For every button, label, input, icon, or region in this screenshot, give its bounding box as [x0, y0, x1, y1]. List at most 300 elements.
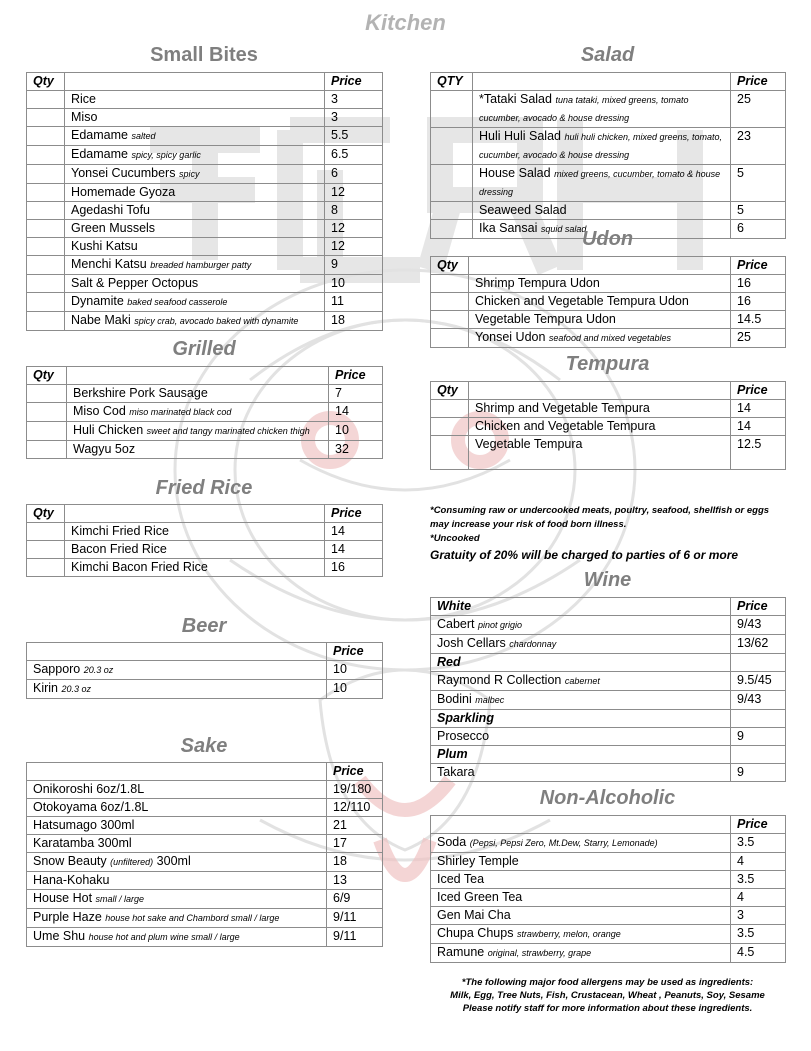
item-header [469, 257, 731, 275]
item-header [431, 816, 731, 834]
table-header-row [27, 643, 383, 661]
menu-row [431, 834, 786, 853]
item-cell [27, 909, 327, 928]
price-cell: 9.5/45 [731, 672, 786, 691]
qty-cell [431, 128, 473, 165]
price-cell: 8 [325, 202, 383, 220]
item-cell [431, 871, 731, 889]
item-description: chardonnay [509, 639, 557, 649]
menu-row [431, 871, 786, 889]
item-name: Karatamba 300ml [33, 836, 132, 850]
price-cell: 4.5 [731, 944, 786, 963]
qty-cell [27, 91, 65, 109]
price-cell: 12 [325, 238, 383, 256]
item-cell [65, 523, 325, 541]
item-cell [431, 672, 731, 691]
price-cell: 16 [731, 275, 786, 293]
price-cell: 5 [731, 202, 786, 220]
item-description: mixed greens, cucumber, tomato & house dressing [479, 169, 721, 197]
wine-title: Wine [583, 569, 632, 591]
item-name: Otokoyama 6oz/1.8L [33, 800, 149, 814]
price-cell: 14 [731, 418, 786, 436]
price-cell: 16 [325, 559, 383, 577]
qty-cell [431, 91, 473, 128]
item-description: 20.3 oz [61, 684, 92, 694]
price-header: Price [327, 763, 383, 781]
price-cell-empty [731, 710, 786, 728]
price-cell: 25 [731, 91, 786, 128]
menu-row [27, 872, 383, 890]
item-description: original, strawberry, grape [487, 948, 592, 958]
price-cell: 18 [325, 312, 383, 331]
item-cell [431, 944, 731, 963]
item-cell [65, 312, 325, 331]
price-cell: 17 [327, 835, 383, 853]
price-header: Price [731, 598, 786, 616]
item-cell [469, 436, 731, 470]
menu-row [27, 890, 383, 909]
price-cell: 16 [731, 293, 786, 311]
item-name: Edamame [71, 147, 128, 161]
qty-cell [431, 293, 469, 311]
qty-cell [27, 422, 67, 441]
menu-row [27, 909, 383, 928]
price-cell: 11 [325, 293, 383, 312]
item-cell [431, 616, 731, 635]
item-name: Prosecco [437, 729, 490, 743]
item-header [65, 73, 325, 91]
menu-row [431, 293, 786, 311]
item-cell [65, 256, 325, 275]
item-cell [65, 559, 325, 577]
menu-row [27, 680, 383, 699]
menu-row [431, 853, 786, 871]
udon-title: Udon [581, 228, 634, 250]
menu-row [431, 436, 786, 470]
item-cell [65, 146, 325, 165]
wine-white-header-row [431, 598, 786, 616]
item-name: Shirley Temple [437, 854, 519, 868]
item-name: Edamame [71, 128, 128, 142]
menu-row [27, 661, 383, 680]
qty-cell [431, 329, 469, 348]
item-cell [27, 890, 327, 909]
item-name: Raymond R Collection [437, 673, 562, 687]
menu-row [27, 541, 383, 559]
item-cell [469, 275, 731, 293]
item-cell [27, 835, 327, 853]
item-cell [65, 127, 325, 146]
qty-cell [27, 385, 67, 403]
item-name: House Hot [33, 891, 93, 905]
menu-row [431, 275, 786, 293]
item-name: Yonsei Cucumbers [71, 166, 176, 180]
menu-row [27, 422, 383, 441]
price-cell: 10 [327, 680, 383, 699]
item-name: Shrimp and Vegetable Tempura [475, 401, 650, 415]
price-cell-empty [731, 746, 786, 764]
item-cell [65, 293, 325, 312]
grilled-table [26, 366, 383, 459]
item-name: Kimchi Fried Rice [71, 524, 169, 538]
item-description: sweet and tangy marinated chicken thigh [146, 426, 310, 436]
item-name: Soda [437, 835, 467, 849]
item-cell [27, 872, 327, 890]
item-cell [431, 635, 731, 654]
item-cell [431, 764, 731, 782]
price-cell: 3 [325, 109, 383, 127]
salad-table [430, 72, 786, 239]
item-cell [431, 889, 731, 907]
item-cell [67, 385, 329, 403]
item-description: cabernet [564, 676, 600, 686]
price-cell: 4 [731, 889, 786, 907]
menu-row [27, 835, 383, 853]
item-name: Ramune [437, 945, 485, 959]
menu-row [27, 165, 383, 184]
price-header: Price [325, 73, 383, 91]
item-name: Sapporo [33, 662, 81, 676]
item-name: Huli Chicken [73, 423, 144, 437]
table-header-row [431, 257, 786, 275]
item-name: Agedashi Tofu [71, 203, 150, 217]
qty-cell [27, 146, 65, 165]
menu-row [431, 691, 786, 710]
price-cell: 9 [325, 256, 383, 275]
menu-row [431, 202, 786, 220]
qty-cell [431, 311, 469, 329]
price-cell: 6 [731, 220, 786, 239]
price-cell: 4 [731, 853, 786, 871]
wine-group-row [431, 654, 786, 672]
price-cell: 13/62 [731, 635, 786, 654]
qty-cell [431, 165, 473, 202]
item-name: Wagyu 5oz [73, 442, 136, 456]
item-description: strawberry, melon, orange [516, 929, 621, 939]
item-description: breaded hamburger patty [150, 260, 252, 270]
item-name: Takara [437, 765, 475, 779]
qty-header: Qty [27, 367, 67, 385]
price-cell: 7 [329, 385, 383, 403]
wine-table [430, 597, 786, 782]
menu-row [27, 220, 383, 238]
menu-row [431, 635, 786, 654]
wine-white-label: White [431, 598, 731, 616]
menu-row [431, 672, 786, 691]
item-header [27, 763, 327, 781]
menu-row [431, 418, 786, 436]
item-name: Dynamite [71, 294, 124, 308]
item-cell [67, 403, 329, 422]
price-cell: 12/110 [327, 799, 383, 817]
item-description: malbec [475, 695, 505, 705]
sake-title: Sake [180, 735, 228, 757]
item-name: Vegetable Tempura Udon [475, 312, 616, 326]
price-cell: 14 [325, 541, 383, 559]
qty-cell [27, 523, 65, 541]
price-cell: 5.5 [325, 127, 383, 146]
price-cell: 3.5 [731, 925, 786, 944]
udon-table [430, 256, 786, 348]
item-description: baked seafood casserole [127, 297, 228, 307]
kitchen-title: Kitchen [365, 10, 446, 35]
item-description: squid salad [540, 224, 587, 234]
qty-cell [27, 559, 65, 577]
item-name: Green Mussels [71, 221, 156, 235]
item-description: (Pepsi, Pepsi Zero, Mt.Dew, Starry, Lemonade) [469, 838, 658, 848]
beer-title: Beer [181, 615, 227, 637]
item-name: Bacon Fried Rice [71, 542, 167, 556]
menu-row [431, 91, 786, 128]
item-name: Vegetable Tempura [475, 437, 583, 451]
qty-cell [27, 165, 65, 184]
menu-row [27, 127, 383, 146]
item-cell [431, 728, 731, 746]
price-cell: 9 [731, 764, 786, 782]
item-name: Kirin [33, 681, 59, 695]
menu-row [27, 559, 383, 577]
price-cell: 3 [731, 907, 786, 925]
wine-plum-label: Plum [431, 746, 731, 764]
item-cell [65, 238, 325, 256]
item-cell [27, 928, 327, 947]
price-header: Price [325, 505, 383, 523]
item-name: Iced Tea [437, 872, 485, 886]
item-cell [473, 202, 731, 220]
qty-header: Qty [27, 73, 65, 91]
item-name: Kushi Katsu [71, 239, 138, 253]
item-description: (unfiltered) [110, 857, 154, 867]
price-cell: 9/11 [327, 928, 383, 947]
item-name: Bodini [437, 692, 472, 706]
menu-row [431, 311, 786, 329]
table-header-row [431, 816, 786, 834]
price-cell: 3.5 [731, 871, 786, 889]
qty-cell [27, 403, 67, 422]
item-cell [65, 91, 325, 109]
item-cell [65, 202, 325, 220]
item-cell [65, 184, 325, 202]
qty-cell [27, 256, 65, 275]
item-description: pinot grigio [478, 620, 523, 630]
item-header [65, 505, 325, 523]
sake-table [26, 762, 383, 947]
item-name: Homemade Gyoza [71, 185, 176, 199]
item-name: Cabert [437, 617, 475, 631]
qty-cell [431, 400, 469, 418]
item-name: Chupa Chups [437, 926, 514, 940]
item-cell [473, 165, 731, 202]
uncooked-note: *Uncooked [430, 533, 480, 544]
qty-cell [27, 312, 65, 331]
price-cell: 23 [731, 128, 786, 165]
item-description: spicy [178, 169, 200, 179]
qty-cell [27, 275, 65, 293]
tempura-title: Tempura [565, 353, 650, 375]
item-cell [469, 293, 731, 311]
price-cell: 32 [329, 441, 383, 459]
price-cell: 12.5 [731, 436, 786, 470]
item-cell [27, 817, 327, 835]
item-cell [431, 834, 731, 853]
menu-row [27, 799, 383, 817]
small-bites-table [26, 72, 383, 331]
menu-row [27, 817, 383, 835]
item-name: Menchi Katsu [71, 257, 147, 271]
item-header [27, 643, 327, 661]
menu-row [431, 728, 786, 746]
item-name: House Salad [479, 166, 551, 180]
menu-row [27, 781, 383, 799]
item-cell [27, 781, 327, 799]
item-cell [473, 128, 731, 165]
qty-cell [431, 202, 473, 220]
qty-cell [27, 220, 65, 238]
consumer-warning: *Consuming raw or undercooked meats, poultry, seafood, shellfish or eggs may increase your risk of food born illness. [430, 505, 770, 530]
price-cell: 18 [327, 853, 383, 872]
price-cell: 21 [327, 817, 383, 835]
item-name: Hana-Kohaku [33, 873, 110, 887]
price-cell: 9/43 [731, 691, 786, 710]
beer-table [26, 642, 383, 699]
item-description: house hot and plum wine small / large [88, 932, 240, 942]
item-name: Iced Green Tea [437, 890, 523, 904]
non-alcoholic-table [430, 815, 786, 963]
item-name: Snow Beauty [33, 854, 107, 868]
menu-row [27, 312, 383, 331]
item-cell [27, 680, 327, 699]
item-name: Josh Cellars [437, 636, 506, 650]
item-description: spicy crab, avocado baked with dynamite [134, 316, 299, 326]
allergen-line-3: Please notify staff for more information about these ingredients. [462, 1003, 753, 1014]
item-name: Shrimp Tempura Udon [475, 276, 600, 290]
price-cell: 6 [325, 165, 383, 184]
table-header-row [27, 367, 383, 385]
price-header: Price [731, 257, 786, 275]
qty-cell [27, 109, 65, 127]
qty-cell [27, 541, 65, 559]
price-cell: 6/9 [327, 890, 383, 909]
qty-cell [431, 275, 469, 293]
item-cell [27, 799, 327, 817]
item-cell [65, 541, 325, 559]
menu-row [431, 128, 786, 165]
item-cell [431, 907, 731, 925]
item-name: Gen Mai Cha [437, 908, 511, 922]
menu-row [27, 202, 383, 220]
fried-rice-table [26, 504, 383, 577]
item-cell [431, 853, 731, 871]
menu-row [27, 403, 383, 422]
qty-cell [431, 436, 469, 470]
menu-row [27, 256, 383, 275]
item-name: Chicken and Vegetable Tempura Udon [475, 294, 689, 308]
item-cell [65, 275, 325, 293]
price-cell: 10 [325, 275, 383, 293]
item-name: Miso Cod [73, 404, 126, 418]
item-name: Berkshire Pork Sausage [73, 386, 208, 400]
item-cell [65, 165, 325, 184]
qty-header: Qty [431, 257, 469, 275]
item-cell [469, 400, 731, 418]
item-name: Rice [71, 92, 97, 106]
item-cell [67, 422, 329, 441]
table-header-row [27, 73, 383, 91]
price-cell-empty [731, 654, 786, 672]
item-cell [469, 311, 731, 329]
item-description: miso marinated black cod [129, 407, 232, 417]
price-cell: 9/43 [731, 616, 786, 635]
menu-row [431, 907, 786, 925]
item-name: *Tataki Salad [479, 92, 552, 106]
item-name: Hatsumago 300ml [33, 818, 135, 832]
tempura-table [430, 381, 786, 470]
price-header: Price [329, 367, 383, 385]
menu-row [27, 853, 383, 872]
table-header-row [27, 505, 383, 523]
item-name: Huli Huli Salad [479, 129, 561, 143]
menu-row [27, 275, 383, 293]
item-cell [431, 925, 731, 944]
menu-row [27, 238, 383, 256]
price-cell: 14 [731, 400, 786, 418]
item-name: Yonsei Udon [475, 330, 546, 344]
price-cell: 14.5 [731, 311, 786, 329]
price-cell: 14 [329, 403, 383, 422]
menu-row [431, 616, 786, 635]
menu-row [27, 91, 383, 109]
item-header [473, 73, 731, 91]
non-alcoholic-title: Non-Alcoholic [539, 787, 676, 809]
item-name: Purple Haze [33, 910, 102, 924]
price-cell: 19/180 [327, 781, 383, 799]
item-cell [469, 329, 731, 348]
item-name: Kimchi Bacon Fried Rice [71, 560, 208, 574]
item-header [67, 367, 329, 385]
qty-header: Qty [431, 382, 469, 400]
qty-cell [27, 127, 65, 146]
item-cell [65, 220, 325, 238]
gratuity-note: Gratuity of 20% will be charged to parties of 6 or more [430, 548, 739, 562]
item-name: Miso [71, 110, 98, 124]
small-bites-title: Small Bites [150, 44, 258, 66]
table-header-row [431, 73, 786, 91]
item-name: Salt & Pepper Octopus [71, 276, 199, 290]
price-cell: 3 [325, 91, 383, 109]
price-cell: 9/11 [327, 909, 383, 928]
menu-row [431, 165, 786, 202]
item-name: Ika Sansai [479, 221, 538, 235]
menu-row [431, 400, 786, 418]
price-cell: 12 [325, 220, 383, 238]
item-name: Onikoroshi 6oz/1.8L [33, 782, 145, 796]
item-description: seafood and mixed vegetables [548, 333, 672, 343]
menu-row [27, 109, 383, 127]
price-cell: 10 [327, 661, 383, 680]
price-header: Price [731, 816, 786, 834]
wine-sparkling-label: Sparkling [431, 710, 731, 728]
table-header-row [27, 763, 383, 781]
grilled-title: Grilled [172, 338, 236, 360]
wine-red-label: Red [431, 654, 731, 672]
price-cell: 25 [731, 329, 786, 348]
item-description: small / large [95, 894, 145, 904]
qty-cell [27, 184, 65, 202]
menu-row [431, 329, 786, 348]
qty-header: QTY [431, 73, 473, 91]
allergen-line-1: *The following major food allergens may be used as ingredients: [461, 977, 754, 988]
qty-cell [27, 441, 67, 459]
